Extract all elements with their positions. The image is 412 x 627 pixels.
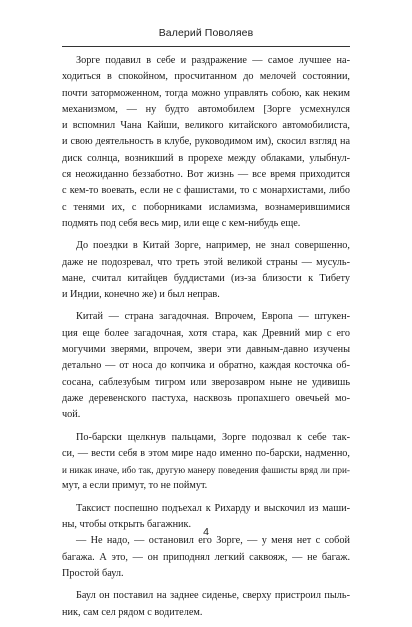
page-number: 4 [203, 526, 209, 538]
text-line: с кем-то воевать, если не с фашистами, то с монархистами, либо [62, 185, 350, 197]
text-line: и никак иначе, ибо так, другую манеру поведения фашисты вряд ли при- [62, 465, 350, 476]
header-rule [62, 46, 350, 47]
text-line: ник, сам сел рядом с водителем. [62, 606, 203, 618]
paragraph [62, 501, 350, 582]
text-line: ция еще более загадочная, хотя стара, как Древний мир с его [62, 327, 350, 339]
text-line: си, — вести себя в этом мире надо именно по-барски, надменно, [62, 447, 350, 459]
text-line: багажа. А это, — он приподнял легкий саквояж, — не багаж. [62, 551, 350, 563]
text-line: диск солнца, возникший в прорехе между облаками, улыбнул- [62, 152, 350, 164]
text-line: мут, а если примут, то не поймут. [62, 480, 208, 492]
text-line: с тенями их, с поборниками исламизма, вознамерившимися [62, 201, 350, 213]
text-line: и вспомнил Чана Кайши, великого китайского автомобилиста, [62, 120, 350, 132]
body-text [62, 53, 350, 627]
text-line: могучими зверями, впрочем, звери эти давным-давно изучены [62, 344, 350, 356]
text-line: Таксист поспешно подъехал к Рихарду и выскочил из маши- [76, 502, 350, 514]
text-line: ходиться в спокойном, просчитанном до мелочей состоянии, [62, 71, 350, 83]
text-line: Баул он поставил на заднее сиденье, сверху пристроил пыль- [76, 590, 350, 602]
text-line: мане, считал китайцев буддистами (из-за близости к Тибету [62, 272, 350, 284]
text-line: почти заторможенном, тогда можно управлять собою, как неким [62, 87, 350, 99]
text-line: и свою деятельность в клубе, руководимом им), скосил взгляд на [62, 136, 350, 148]
text-line: детально — от носа до копчика и обратно, каждая косточка об- [62, 360, 350, 372]
text-line: По-барски щелкнув пальцами, Зорге подозвал к себе так- [76, 431, 350, 443]
text-line: даже деревенского пастуха, насквозь пропахшего овечьей мо- [62, 392, 350, 404]
text-line: Китай — страна загадочная. Впрочем, Европа — штукен- [76, 311, 350, 323]
text-line: подмять под себя весь мир, или еще с кем-нибудь еще. [62, 217, 301, 229]
paragraph [62, 238, 350, 303]
text-line: даже не подозревал, что треть этой великой страны — мусуль- [62, 256, 350, 268]
running-head-author: Валерий Поволяев [158, 27, 254, 39]
text-line: и Индии, конечно же) и был неправ. [62, 289, 220, 301]
text-line: Зорге подавил в себе и раздражение — самое лучшее на- [76, 55, 350, 66]
text-line: — Не надо, — остановил его Зорге, — у меня нет с собой [76, 535, 350, 547]
text-line: сосана, саблезубым тигром или зверозавром ныне не удивишь [62, 376, 350, 388]
text-line: Простой баул. [62, 567, 124, 579]
paragraph [62, 588, 350, 621]
text-line: механизмом, — ну будто автомобилем [Зорге усмехнулся [62, 103, 350, 115]
text-line: ны, чтобы открыть багажник. [62, 519, 192, 531]
paragraph [62, 430, 350, 495]
text-line: До поездки в Китай Зорге, например, не знал совершенно, [76, 240, 350, 252]
paragraph [62, 309, 350, 423]
text-line: ся неожиданно беззаботно. Вот жизнь — все время приходится [62, 169, 350, 181]
text-line: чой. [62, 409, 81, 421]
paragraph [62, 53, 350, 232]
